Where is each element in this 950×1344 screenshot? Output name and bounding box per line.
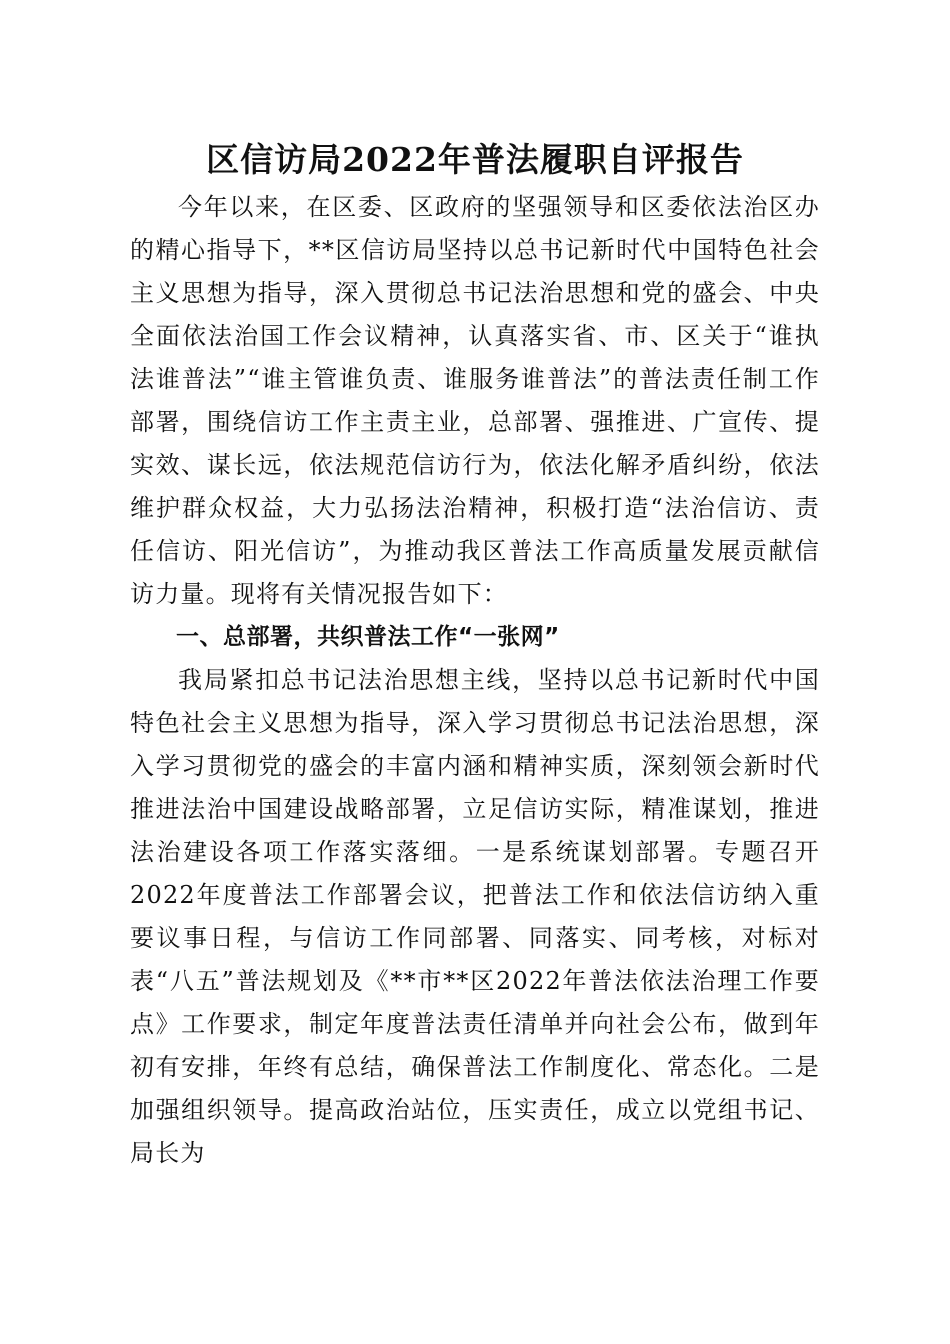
document-title: 区信访局2022年普法履职自评报告 <box>206 140 744 179</box>
document-body <box>130 186 820 1175</box>
section-1-paragraph: 我局紧扣总书记法治思想主线，坚持以总书记新时代中国特色社会主义思想为指导，深入学习贯彻总书记法治思想，深入学习贯彻党的盛会的丰富内涵和精神实质，深刻领会新时代推进法治中国建设战略部署，立足信访实际，精准谋划，推进法治建设各项工作落实落细。一是系统谋划部署。专题召开2022年度普法工作部署会议，把普法工作和依法信访纳入重要议事日程，与信访工作同部署、同落实、同考核，对标对表“八五”普法规划及《**市**区2022年普法依法治理工作要点》工作要求，制定年度普法责任清单并向社会公布，做到年初有安排，年终有总结，确保普法工作制度化、常态化。二是加强组织领导。提高政治站位，压实责任，成立以党组书记、局长为 <box>130 666 820 1167</box>
intro-paragraph: 今年以来，在区委、区政府的坚强领导和区委依法治区办的精心指导下，**区信访局坚持以总书记新时代中国特色社会主义思想为指导，深入贯彻总书记法治思想和党的盛会、中央全面依法治国工作会议精神，认真落实省、市、区关于“谁执法谁普法”“谁主管谁负责、谁服务谁普法”的普法责任制工作部署，围绕信访工作主责主业，总部署、强推进、广宣传、提实效、谋长远，依法规范信访行为，依法化解矛盾纠纷，依法维护群众权益，大力弘扬法治精神，积极打造“法治信访、责任信访、阳光信访”，为推动我区普法工作高质量发展贡献信访力量。现将有关情况报告如下： <box>130 193 820 608</box>
section-heading-1: 一、总部署，共织普法工作“一张网” <box>176 624 560 650</box>
